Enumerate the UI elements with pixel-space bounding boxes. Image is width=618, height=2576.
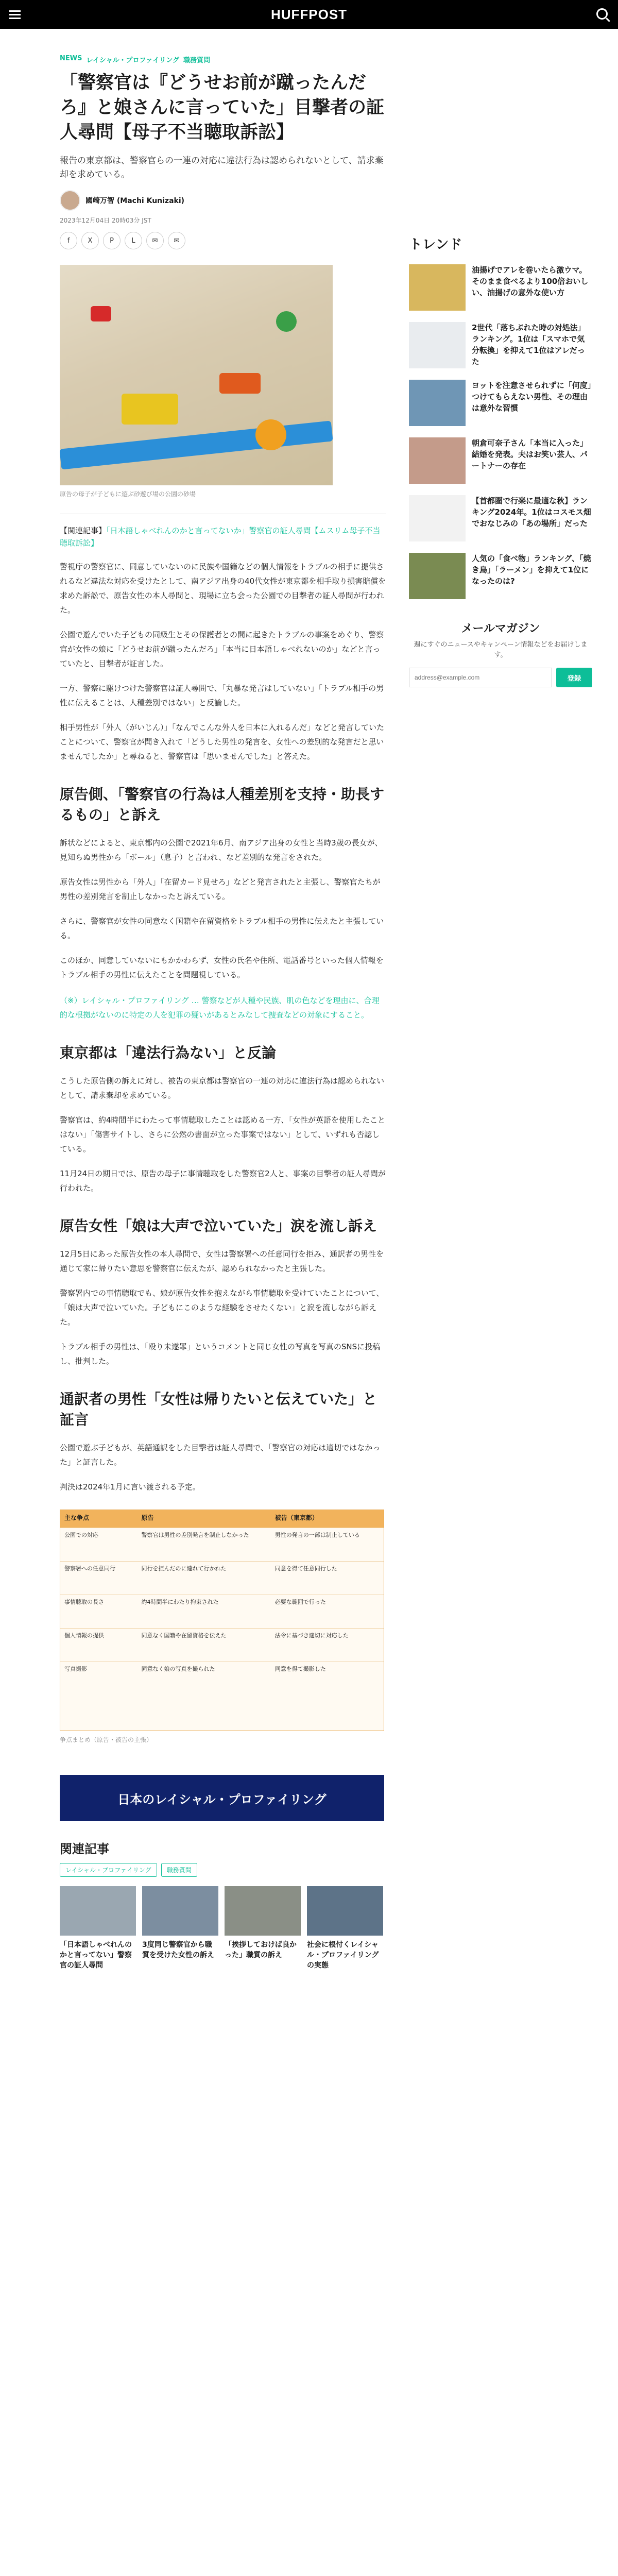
paragraph: 公園で遊んでいた子どもの同級生とその保護者との間に起きたトラブルの事案をめぐり、警察官が女性の娘に「どうせお前が蹴ったんだろ」「本当に日本語しゃべれないのか」などと言っていたと、目撃者が証言した。 [60, 630, 384, 668]
toy-truck-yellow [122, 394, 178, 425]
newsletter-text: 週にすぐのニュースやキャンペーン情報などをお届けします。 [414, 641, 588, 659]
table-cell: 男性の発言の一部は制止している [274, 1532, 360, 1538]
table-header [60, 1510, 384, 1528]
table-row [60, 1595, 384, 1628]
table-cell: 同意を得て任意同行した [274, 1565, 337, 1572]
table-row [60, 1628, 384, 1662]
paragraph: 一方、警察に駆けつけた警察官は証人尋問で、「丸暴な発言はしていない」「トラブル相手の男性に伝えることは、人種差別ではない」と反論した。 [60, 684, 384, 707]
x-share-button[interactable]: X [81, 232, 99, 249]
section-heading: 通訳者の男性「女性は帰りたいと伝えていた」と証言 [60, 1391, 377, 1428]
paragraph: 判決は2024年1月に言い渡される予定。 [60, 1482, 200, 1492]
section-heading: 原告女性「娘は大声で泣いていた」涙を流し訴え [60, 1217, 377, 1234]
toy-green [276, 311, 297, 332]
trend-item[interactable] [409, 380, 592, 426]
trend-item[interactable] [409, 322, 592, 368]
newsletter-box [409, 620, 592, 687]
trend-thumbnail [409, 495, 466, 541]
share-buttons [60, 232, 386, 249]
tag-link[interactable]: 職務質問 [161, 1863, 197, 1877]
table-cell: 個人情報の提供 [64, 1632, 104, 1639]
related-card[interactable] [60, 1886, 136, 1971]
table-cell: 必要な範囲で行った [274, 1599, 326, 1605]
card-thumbnail [307, 1886, 383, 1936]
trend-title: ヨットを注意させられずに「何度」つけてもらえない男性、その理由は意外な習慣 [472, 381, 592, 413]
paragraph: 訴状などによると、東京都内の公園で2021年6月、南アジア出身の女性と当時3歳の長女が、見知らぬ男性から「ボール」（息子）と言われ、など差別的な発言をされた。 [60, 838, 383, 862]
banner-text: 日本のレイシャル・プロファイリング [117, 1791, 327, 1807]
trend-thumbnail [409, 380, 466, 426]
trend-thumbnail [409, 553, 466, 599]
table-row [60, 1528, 384, 1561]
author-name[interactable]: 國崎万智 (Machi Kunizaki) [85, 197, 185, 205]
search-icon[interactable] [596, 8, 608, 20]
card-title: 3度同じ警察官から職質を受けた女性の訴え [142, 1941, 214, 1959]
table-cell: 同意なく娘の写真を撮られた [141, 1666, 215, 1672]
category-link[interactable]: レイシャル・プロファイリング [86, 57, 180, 64]
category-link[interactable]: 職務質問 [183, 57, 211, 64]
table-cell: 公園での対応 [64, 1532, 98, 1538]
paragraph: トラブル相手の男性は、「殴り未遂罪」というコメントと同じ女性の写真を写真のSNSに投稿し、批判した。 [60, 1342, 381, 1366]
table-cell: 同意を得て撮影した [274, 1666, 326, 1672]
section-heading: 原告側、「警察官の行為は人種差別を支持・助長するもの」と訴え [60, 786, 385, 823]
table-cell: 警察官は男性の差別発言を制止しなかった [141, 1532, 249, 1538]
paragraph: このほか、同意していないにもかかわらず、女性の氏名や住所、電話番号といった個人情報をトラブル相手の男性に伝えたことを問題視している。 [60, 956, 384, 979]
related-prefix: 【関連記事】 [60, 526, 107, 535]
footnote-link[interactable]: （※）レイシャル・プロファイリング … 警察などが人種や民族、肌の色などを理由に、合理的な根拠がないのに特定の人を犯罪の疑いがあるとみなして捜査などの対象にすること。 [60, 996, 380, 1020]
table-cell: 警察署への任意同行 [64, 1565, 115, 1572]
author-avatar[interactable] [60, 190, 80, 211]
card-title: 「挨拶しておけば良かった」職質の訴え [225, 1941, 297, 1959]
card-thumbnail [142, 1886, 218, 1936]
paragraph: 警察官は、約4時間半にわたって事情聴取したことは認める一方、「女性が英語を使用したことはない」「傷害サイトし、さらに公然の書面が立った事案ではない」として、いずれも否認している。 [60, 1115, 386, 1154]
category-link[interactable]: NEWS [60, 55, 82, 62]
trend-item[interactable] [409, 264, 592, 311]
related-tags [60, 1863, 386, 1877]
trend-thumbnail [409, 437, 466, 484]
related-link-anchor[interactable]: 「日本語しゃべれんのかと言ってないか」警察官の証人尋問【ムスリム母子不当聴取訴訟】 [60, 526, 381, 548]
trend-thumbnail [409, 264, 466, 311]
trend-item[interactable] [409, 437, 592, 484]
related-cards [60, 1886, 386, 1971]
toy-truck-orange [219, 373, 261, 394]
card-title: 「日本語しゃべれんのかと言ってない」警察官の証人尋問 [60, 1941, 132, 1970]
article-title: 「警察官は『どうせお前が蹴ったんだろ』と娘さんに言っていた」目撃者の証人尋問【母子不当聴取訴訟】 [60, 73, 385, 143]
mail-share-button[interactable]: ✉ [168, 232, 185, 249]
author-block [60, 190, 386, 211]
hero-image [60, 265, 333, 485]
related-card[interactable] [307, 1886, 383, 1971]
related-section-title: 関連記事 [60, 1842, 109, 1856]
article-lede: 報告の東京都は、警察官らの一連の対応に違法行為は認められないとして、請求棄却を求めている。 [60, 156, 384, 180]
article-main [60, 29, 386, 1971]
trend-heading: トレンド [409, 237, 462, 252]
table-cell: 法令に基づき適切に対応した [274, 1632, 349, 1639]
related-article-link [60, 514, 386, 549]
trend-title: 朝倉可奈子さん「本当に入った」結婚を発表。夫はお笑い芸人、パートナーの存在 [472, 438, 588, 470]
issues-table [60, 1510, 384, 1731]
paragraph: 公園で遊ぶ子どもが、英語通訳をした目撃者は証人尋問で、「警察官の対応は適切ではなかった」と証言した。 [60, 1443, 381, 1467]
huffpost-logo[interactable]: HUFFPOST [270, 6, 348, 22]
hamburger-menu-icon[interactable] [9, 10, 21, 19]
series-banner[interactable] [60, 1775, 384, 1821]
newsletter-form [409, 668, 592, 687]
sidebar [409, 29, 592, 1971]
trend-item[interactable] [409, 553, 592, 599]
table-cell: 同行を拒んだのに連れて行かれた [141, 1565, 227, 1572]
subscribe-button[interactable]: 登録 [556, 668, 592, 687]
email-share-button[interactable]: ✉ [146, 232, 164, 249]
table-cell: 同意なく国籍や在留資格を伝えた [141, 1632, 227, 1639]
category-breadcrumb [60, 55, 386, 64]
table-caption: 争点まとめ（原告・被告の主張） [60, 1736, 153, 1743]
publish-date: 2023年12月04日 20時03分 JST [60, 217, 151, 224]
card-thumbnail [60, 1886, 136, 1936]
card-thumbnail [225, 1886, 301, 1936]
table-header-cell: 被告（東京都） [274, 1514, 318, 1521]
trend-title: 【首都圏で行楽に最適な秋】ランキング2024年。1位はコスモス畑でおなじみの「あの場所」だった [472, 496, 591, 528]
toy-red [91, 306, 111, 321]
line-share-button[interactable]: L [125, 232, 142, 249]
paragraph: こうした原告側の訴えに対し、被告の東京都は警察官の一連の対応に違法行為は認められないとして、請求棄却を求めている。 [60, 1076, 385, 1100]
trend-title: 油揚げでアレを巻いたら激ウマ。そのまま食べるより100倍おいしい、油揚げの意外な使い方 [472, 265, 589, 297]
pinterest-share-button[interactable]: P [103, 232, 121, 249]
paragraph: さらに、警察官が女性の同意なく国籍や在留資格をトラブル相手の男性に伝えたと主張している。 [60, 917, 384, 940]
paragraph: 12月5日にあった原告女性の本人尋問で、女性は警察署への任意同行を拒み、通訳者の男性を通じて家に帰りたい意思を警察官に伝えたが、認められなかったと主張した。 [60, 1249, 384, 1273]
table-cell: 事情聴取の長さ [64, 1599, 104, 1605]
related-card[interactable] [142, 1886, 218, 1971]
table-header-cell: 主な争点 [64, 1514, 90, 1521]
toy-bucket [255, 419, 286, 450]
table-header-cell: 原告 [141, 1514, 154, 1521]
tag-link[interactable]: レイシャル・プロファイリング [60, 1863, 157, 1877]
email-field[interactable] [409, 668, 552, 687]
paragraph: 警察署内での事情聴取でも、娘が原告女性を抱えながら事情聴取を受けていたことについて、「娘は大声で泣いていた。子どもにこのような経験をさせたくない」と涙を流しながら訴えた。 [60, 1289, 384, 1327]
section-heading: 東京都は「違法行為ない」と反論 [60, 1044, 277, 1061]
trend-item[interactable] [409, 495, 592, 541]
paragraph: 11月24日の期日では、原告の母子に事情聴取をした警察官2人と、事案の目撃者の証人尋問が行われた。 [60, 1169, 386, 1193]
hero-caption: 原告の母子が子どもに遊ぶ砂遊び場の公園の砂場 [60, 490, 196, 498]
paragraph: 警視庁の警察官に、同意していないのに民族や国籍などの個人情報をトラブルの相手に提供されるなど違法な対応を受けたとして、南アジア出身の40代女性が東京都を相手取り損害賠償を求めた訴訟で、原告女性の本人尋問と、現場に立ち会った公園での目撃者の証人尋問が行われた。 [60, 562, 386, 615]
facebook-share-button[interactable]: f [60, 232, 77, 249]
blue-border [60, 420, 333, 469]
newsletter-title: メールマガジン [461, 622, 540, 635]
trend-title: 人気の「食べ物」ランキング、「焼き鳥」「ラーメン」を抑えて1位になったのは? [472, 554, 591, 586]
related-card[interactable] [225, 1886, 301, 1971]
trend-thumbnail [409, 322, 466, 368]
top-nav-bar [0, 0, 618, 29]
paragraph: 原告女性は男性から「外人」「在留カード見せろ」などと発言されたと主張し、警察官たちが男性の差別発言を制止しなかったと訴えている。 [60, 877, 381, 901]
table-row [60, 1561, 384, 1595]
paragraph: 相手男性が「外人（がいじん）」「なんでこんな外人を日本に入れるんだ」などと発言していたことについて、警察官が聞き入れて「どうした男性の発言を、女性への差別的な発言だと思いませんでしたか」と尋ねると、警察官は「思いませんでした」と答えた。 [60, 723, 385, 761]
table-cell: 約4時間半にわたり拘束された [141, 1599, 219, 1605]
table-cell: 写真撮影 [64, 1666, 87, 1672]
table-row [60, 1662, 384, 1695]
trend-title: 2世代「落ちぶれた時の対処法」ランキング。1位は「スマホで気分転換」を抑えて1位はアレだった [472, 323, 586, 366]
card-title: 社会に根付くレイシャル・プロファイリングの実態 [307, 1941, 379, 1970]
